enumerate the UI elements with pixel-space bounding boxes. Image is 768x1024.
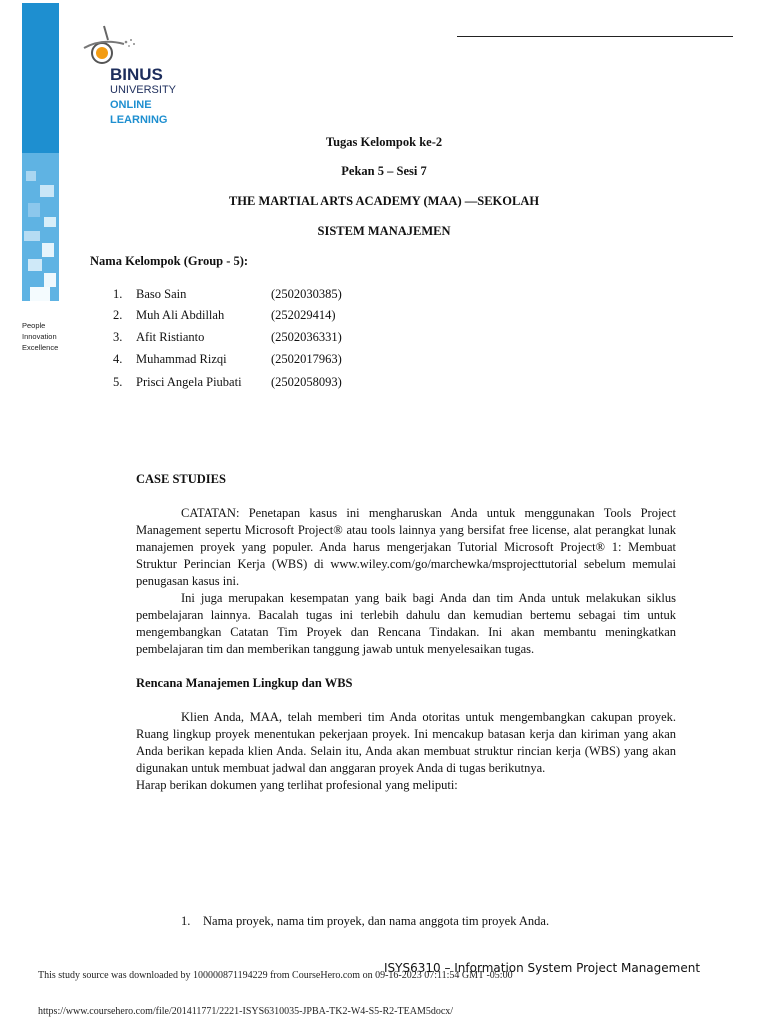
logo-tagline xyxy=(22,320,58,353)
side-decor-strip xyxy=(22,3,59,301)
brand-name: BINUS xyxy=(110,65,163,84)
member-id: (2502036331) xyxy=(271,330,342,344)
assignment-title: Tugas Kelompok ke-2 xyxy=(325,135,443,149)
pattern-decor xyxy=(22,3,59,301)
brand-online: ONLINE xyxy=(110,99,152,111)
binus-logo xyxy=(78,20,208,135)
brand-learning: LEARNING xyxy=(110,114,168,126)
download-note: This study source was downloaded by 100000871194229 from CourseHero.com on 09-16-2023 07:11:54 GMT -05:00 xyxy=(38,970,513,981)
brand-university: UNIVERSITY xyxy=(110,84,177,96)
member-name: Afit Ristianto xyxy=(136,330,205,344)
tagline-line: People xyxy=(22,321,46,330)
list-item: Nama proyek, nama tim proyek, dan nama anggota tim proyek Anda. xyxy=(203,914,550,928)
member-num: 5. xyxy=(113,375,123,389)
scope-para2: Harap berikan dokumen yang terlihat profesional yang meliputi: xyxy=(136,778,458,792)
logo-mark-icon xyxy=(78,20,148,70)
member-id: (2502030385) xyxy=(271,287,342,301)
member-name: Baso Sain xyxy=(136,287,187,301)
source-url-link[interactable]: https://www.coursehero.com/file/201411771/2221-ISYS6310035-JPBA-TK2-W4-S5-R2-TEAM5docx/ xyxy=(38,1006,454,1017)
list-item-number: 1. xyxy=(181,914,191,928)
case-studies-heading: CASE STUDIES xyxy=(136,472,226,486)
member-id: (2502058093) xyxy=(271,375,342,389)
member-num: 3. xyxy=(113,330,123,344)
header-rule xyxy=(457,36,733,37)
case-studies-para2: Ini juga merupakan kesempatan yang baik bagi Anda dan tim Anda untuk melakukan siklus pembelajaran lainnya. Bacalah tugas ini terlebih dahulu dan kemudian bertemu sebagai tim untuk mengembangkan Catatan Tim Proyek dan Rencana Tindakan. Ini akan membantu meningkatkan pembelajaran tim dan memberikan tanggung jawab untuk menyelesaikan tugas. xyxy=(136,591,676,656)
case-studies-para1: CATATAN: Penetapan kasus ini mengharuskan Anda untuk menggunakan Tools Project Management sepertu Microsoft Project® atau tools lainnya yang bersifat free license, alat perangkat lunak manajemen proyek yang populer. Anda harus mengerjakan Tutorial Microsoft Project® 1: Membuat Struktur Perincian Kerja (WBS) di www.wiley.com/go/marchewka/msprojecttutorial sebelum memulai penugasan kasus ini. xyxy=(136,506,676,588)
member-name: Prisci Angela Piubati xyxy=(136,375,242,389)
scope-heading: Rencana Manajemen Lingkup dan WBS xyxy=(136,676,353,690)
course-footer: ISYS6310 – Information System Project Management xyxy=(384,961,701,975)
member-name: Muhammad Rizqi xyxy=(136,352,227,366)
doc-title-line2: SISTEM MANAJEMEN xyxy=(317,224,451,238)
scope-para1: Klien Anda, MAA, telah memberi tim Anda otoritas untuk mengembangkan cakupan proyek. Ruang lingkup proyek menentukan pekerjaan proyek. Ini mencakup batasan kerja dan kiriman yang akan Anda berikan kepada klien Anda. Selain itu, Anda akan membuat struktur rincian kerja (WBS) yang akan digunakan untuk membuat jadwal dan anggaran proyek Anda di tugas berikutnya. xyxy=(136,710,676,775)
tagline-line: Innovation xyxy=(22,332,57,341)
member-name: Muh Ali Abdillah xyxy=(136,308,225,322)
tagline-line: Excellence xyxy=(22,343,59,352)
doc-title-line1: THE MARTIAL ARTS ACADEMY (MAA) —SEKOLAH xyxy=(228,194,540,208)
member-id: (252029414) xyxy=(271,308,336,322)
member-num: 4. xyxy=(113,352,123,366)
member-id: (2502017963) xyxy=(271,352,342,366)
member-num: 1. xyxy=(113,287,123,301)
session-title: Pekan 5 – Sesi 7 xyxy=(341,164,427,178)
member-num: 2. xyxy=(113,308,123,322)
group-label: Nama Kelompok (Group - 5): xyxy=(90,254,249,268)
